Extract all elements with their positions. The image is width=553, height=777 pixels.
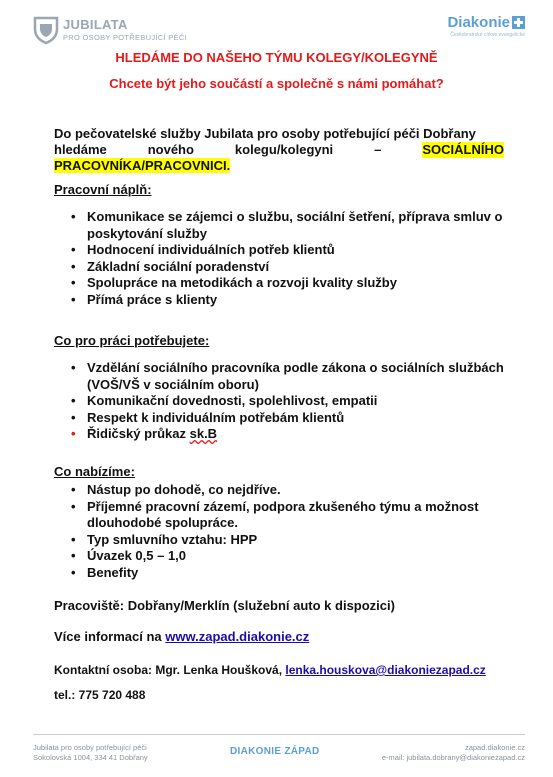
list-item: • Hodnocení individuálních potřeb klientů — [71, 242, 335, 257]
intro-line-2 — [54, 142, 504, 158]
highlight-text: PRACOVNÍKA/PRACOVNICI. — [54, 158, 231, 173]
footer-web: zapad.diakonie.cz — [464, 743, 525, 752]
subheadline: Chcete být jeho součástí a společně s námi pomáhat? — [109, 76, 444, 91]
intro-line-1: Do pečovatelské služby Jubilata pro osoby potřebující péči Dobřany — [54, 126, 476, 141]
list-item: • Řidičský průkaz sk.B — [71, 426, 218, 441]
list-item: • Typ smluvního vztahu: HPP — [71, 531, 258, 547]
more-info-line — [54, 629, 309, 644]
workplace-text: Pracoviště: Dobřany/Merklín (služební auto k dispozici) — [54, 598, 395, 613]
footer-brand: DIAKONIE ZÁPAD — [230, 746, 320, 757]
contact-line — [54, 663, 486, 677]
footer-street: Sokolovská 1004, 334 41 Dobřany — [33, 753, 148, 762]
list-item: • Benefity — [71, 564, 139, 580]
intro-word: – — [374, 142, 382, 157]
diakonie-logo — [447, 14, 525, 38]
logo-subtitle: PRO OSOBY POTŘEBUJÍCÍ PÉČI — [63, 33, 187, 43]
list-item: • Respekt k individuálním potřebám klientů — [71, 409, 345, 425]
footer-email: e-mail: jubilata.dobrany@diakoniezapad.cz — [381, 753, 525, 762]
naplan-list — [54, 209, 504, 308]
intro-paragraph — [54, 126, 504, 174]
diakonie-name: Diakonie — [447, 14, 510, 31]
footer-divider — [33, 734, 525, 735]
section-title-potreby: Co pro práci potřebujete: — [54, 333, 210, 348]
list-item: • Komunikační dovednosti, spolehlivost, empatii — [71, 393, 378, 408]
list-item: • Vzdělání sociálního pracovníka podle zákona o sociálních službách (VOŠ/VŠ v sociálním oboru) — [71, 360, 504, 392]
highlight-text: SOCIÁLNÍHO — [422, 142, 504, 157]
phone-text: tel.: 775 720 488 — [54, 688, 146, 702]
section-title-naplan: Pracovní náplň: — [54, 182, 152, 197]
more-info-label: Více informací na — [54, 629, 166, 644]
section-title-nabidka: Co nabízíme: — [54, 464, 135, 479]
footer-address — [33, 743, 148, 763]
potreby-list — [54, 360, 504, 443]
footer-org: Jubilata pro osoby potřebující péči — [33, 743, 147, 752]
footer-contacts — [382, 743, 525, 763]
shield-icon — [33, 15, 59, 45]
cross-icon — [512, 16, 525, 29]
email-link[interactable]: lenka.houskova@diakoniezapad.cz — [285, 663, 486, 677]
intro-word: nového — [147, 142, 194, 157]
website-link[interactable]: www.zapad.diakonie.cz — [165, 629, 310, 644]
logo-name: JUBILATA — [63, 17, 128, 33]
intro-word: hledáme — [54, 142, 107, 157]
list-item: • Přímá práce s klienty — [71, 291, 218, 307]
contact-label: Kontaktní osoba: Mgr. Lenka Houšková, — [54, 663, 286, 677]
diakonie-subtitle: Českobratrské církve evangelické — [450, 32, 525, 38]
jubilata-logo — [33, 14, 187, 46]
intro-word: kolegu/kolegyni — [234, 142, 334, 157]
headline: HLEDÁME DO NAŠEHO TÝMU KOLEGY/KOLEGYNĚ — [115, 50, 438, 65]
list-item: • Úvazek 0,5 – 1,0 — [71, 548, 187, 563]
nabidka-list — [54, 482, 504, 581]
list-item: • Základní sociální poradenství — [71, 258, 270, 274]
list-item: • Příjemné pracovní zázemí, podpora zkušeného týmu a možnost dlouhodobé spolupráce. — [71, 498, 479, 530]
list-item: • Spolupráce na metodikách a rozvoji kvality služby — [71, 275, 397, 290]
list-item: • Komunikace se zájemci o službu, sociální šetření, příprava smluv o poskytování služby — [71, 209, 503, 241]
spellcheck-word: sk.B — [189, 426, 218, 441]
list-item: • Nástup po dohodě, co nejdříve. — [71, 482, 281, 497]
